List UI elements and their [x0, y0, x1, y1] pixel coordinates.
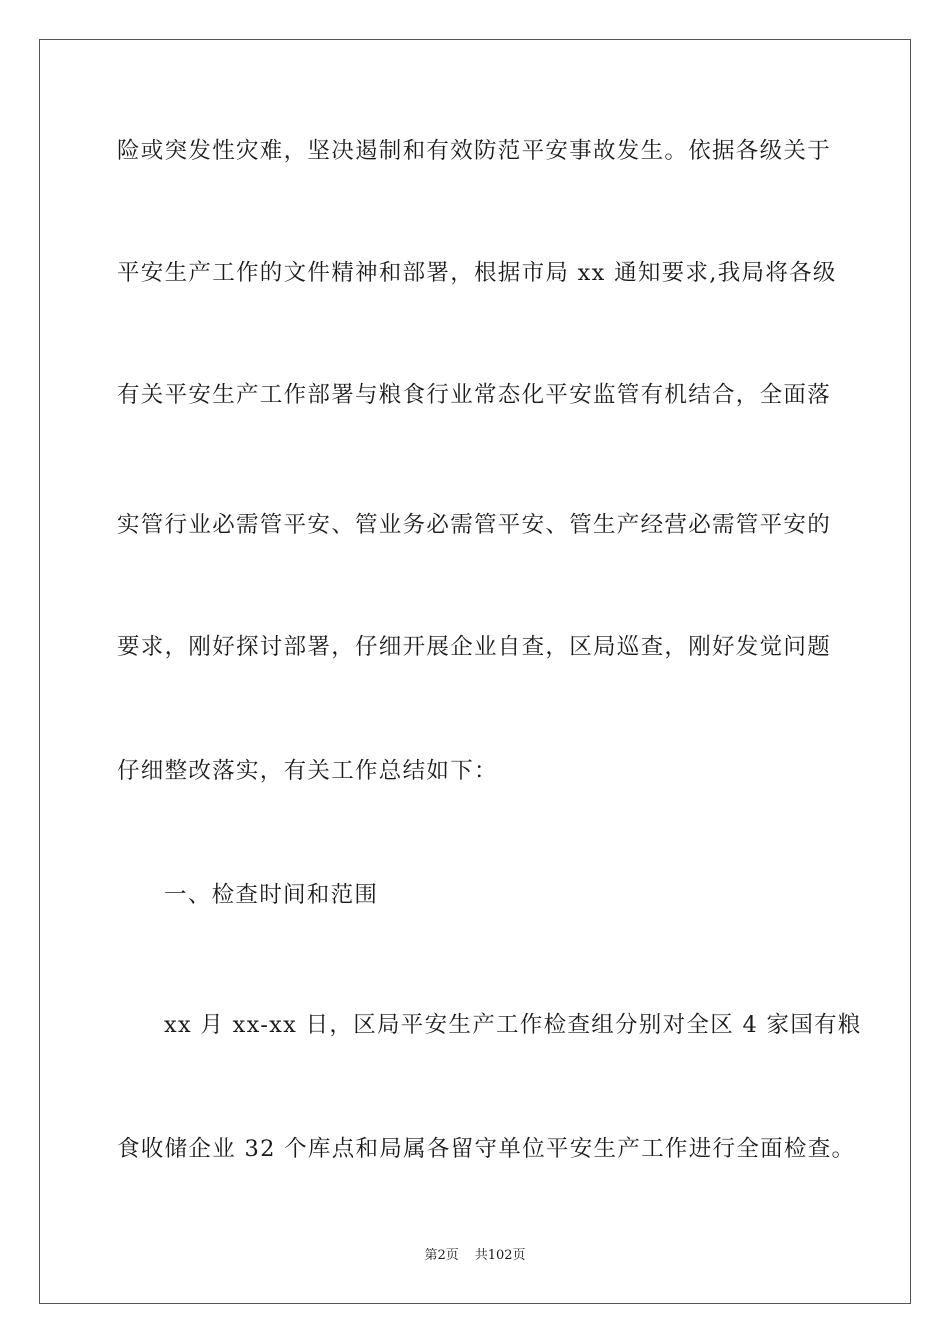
paragraph-line-2: 平安生产工作的文件精神和部署，根据市局 xx 通知要求,我局将各级 [117, 260, 837, 286]
total-pages: 共102页 [474, 1248, 526, 1263]
paragraph-line-5: 要求，刚好探讨部署，仔细开展企业自查，区局巡查，刚好发觉问题 [117, 634, 832, 660]
section-heading: 一、检查时间和范围 [164, 882, 379, 908]
page-frame [39, 39, 911, 1304]
page-footer [0, 1248, 950, 1264]
paragraph-line-9: 食收储企业 32 个库点和局属各留守单位平安生产工作进行全面检查。 [117, 1136, 856, 1162]
paragraph-line-6: 仔细整改落实，有关工作总结如下： [117, 758, 498, 784]
paragraph-line-8: xx 月 xx-xx 日，区局平安生产工作检查组分别对全区 4 家国有粮 [164, 1012, 862, 1038]
page-number: 第2页 [424, 1248, 459, 1263]
paragraph-line-4: 实管行业必需管平安、管业务必需管平安、管生产经营必需管平安的 [117, 512, 832, 538]
paragraph-line-3: 有关平安生产工作部署与粮食行业常态化平安监管有机结合，全面落 [117, 382, 832, 408]
paragraph-line-1: 险或突发性灾难，坚决遏制和有效防范平安事故发生。依据各级关于 [117, 138, 832, 164]
